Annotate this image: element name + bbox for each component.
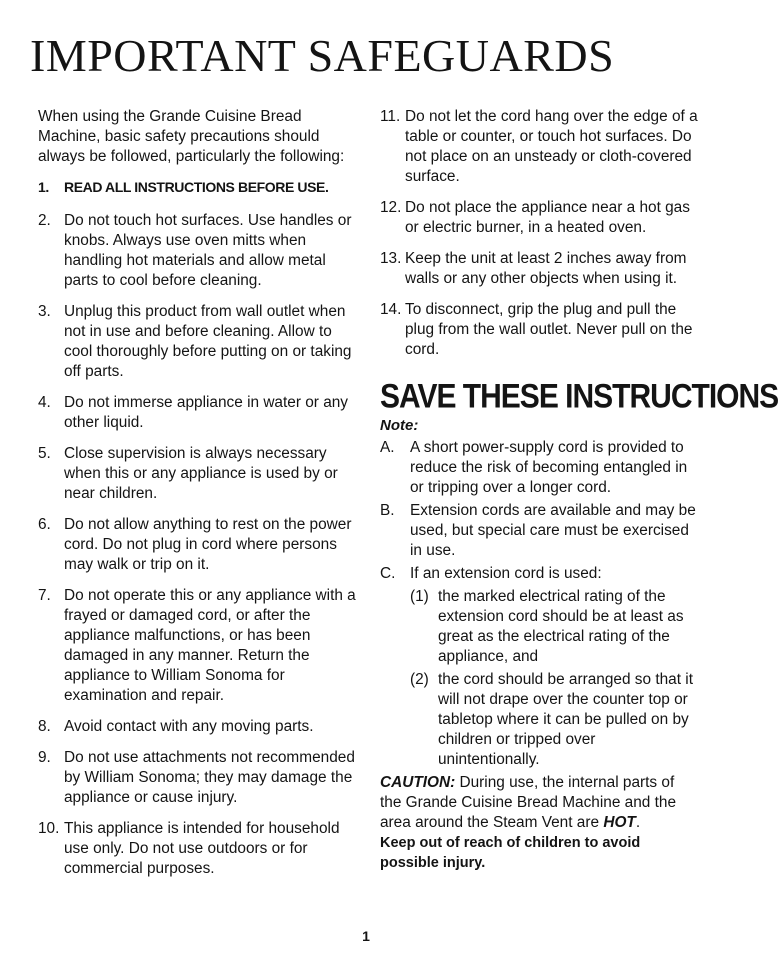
item-text: Do not let the cord hang over the edge of a table or counter, or touch hot surfaces. Do not place on an unsteady or cloth-covered surface. — [405, 108, 698, 185]
item-text: Avoid contact with any moving parts. — [64, 718, 314, 735]
item-number: 11. — [380, 108, 401, 125]
intro-paragraph: When using the Grande Cuisine Bread Machine, basic safety precautions should always be followed, particularly the following: — [38, 108, 345, 165]
note-item-b — [380, 501, 698, 561]
item-text: To disconnect, grip the plug and pull the plug from the wall outlet. Never pull on the cord. — [405, 301, 693, 358]
sub-note-text: the cord should be arranged so that it will not drape over the counter top or tabletop where it can be pulled on by children or tripped over unintentionally. — [438, 671, 693, 768]
item-number: 2. — [38, 212, 51, 229]
sub-note-text: the marked electrical rating of the extension cord should be at least as great as the electrical rating of the appliance, and — [438, 588, 684, 665]
item-number: 12. — [380, 199, 402, 216]
note-letter: B. — [380, 502, 395, 519]
item-number: 4. — [38, 394, 51, 411]
page-title: IMPORTANT SAFEGUARDS — [30, 30, 615, 81]
item-text: This appliance is intended for household use only. Do not use outdoors or for commercial purposes. — [64, 820, 340, 877]
safeguard-item-7 — [38, 586, 356, 706]
safeguard-item-13 — [380, 249, 698, 289]
item-text: Close supervision is always necessary when this or any appliance is used by or near children. — [64, 445, 338, 502]
item-number: 5. — [38, 445, 51, 462]
item-number: 14. — [380, 301, 402, 318]
hot-warning: HOT — [603, 814, 636, 831]
note-label: Note: — [380, 417, 419, 434]
safeguard-item-2 — [38, 211, 356, 291]
caution-label: CAUTION: — [380, 774, 456, 791]
safeguard-item-12 — [380, 198, 698, 238]
note-text: If an extension cord is used: — [410, 565, 602, 582]
note-item-c — [380, 564, 698, 584]
safeguard-item-8 — [38, 717, 356, 737]
item-text: Do not place the appliance near a hot gas or electric burner, in a heated oven. — [405, 199, 690, 236]
item-text: Do not immerse appliance in water or any other liquid. — [64, 394, 349, 431]
sub-note-2 — [380, 670, 698, 770]
right-column — [380, 107, 778, 873]
caution-text: During use, the internal parts of the Grande Cuisine Bread Machine and the area around the Steam Vent are — [380, 774, 677, 831]
safeguard-item-11 — [380, 107, 698, 187]
item-number: 6. — [38, 516, 51, 533]
item-number: 1. — [38, 179, 49, 195]
item-text: Do not use attachments not recommended by William Sonoma; they may damage the appliance or cause injury. — [64, 749, 355, 806]
item-number: 3. — [38, 303, 51, 320]
safeguard-item-10 — [38, 819, 356, 879]
item-number: 8. — [38, 718, 51, 735]
caution-end: . — [635, 814, 641, 831]
item-text: READ ALL INSTRUCTIONS BEFORE USE. — [64, 179, 329, 195]
safeguard-item-5 — [38, 444, 356, 504]
item-text: Do not touch hot surfaces. Use handles or knobs. Always use oven mitts when handling hot materials and allow metal parts to cool before cleaning. — [64, 212, 352, 289]
save-instructions-heading: SAVE THESE INSTRUCTIONS — [380, 377, 778, 416]
page-number: 1 — [362, 928, 370, 944]
sub-note-number: (1) — [410, 588, 429, 605]
item-text: Unplug this product from wall outlet when not in use and before cleaning. Allow to cool thoroughly before putting on or taking off parts. — [64, 303, 352, 380]
note-text: A short power-supply cord is provided to reduce the risk of becoming entangled in or tripping over a longer cord. — [410, 439, 688, 496]
keep-out-warning: Keep out of reach of children to avoid possible injury. — [380, 835, 641, 871]
note-text: Extension cords are available and may be used, but special care must be exercised in use. — [410, 502, 696, 559]
sub-note-1 — [380, 587, 698, 667]
item-text: Do not operate this or any appliance with a frayed or damaged cord, or after the appliance malfunctions, or has been damaged in any manner. Return the appliance to William Sonoma for examination and repair. — [64, 587, 356, 704]
item-text: Do not allow anything to rest on the power cord. Do not plug in cord where persons may walk or trip on it. — [64, 516, 352, 573]
sub-note-number: (2) — [410, 671, 429, 688]
item-text: Keep the unit at least 2 inches away from walls or any other objects when using it. — [405, 250, 687, 287]
safeguard-item-6 — [38, 515, 356, 575]
safeguard-item-9 — [38, 748, 356, 808]
item-number: 13. — [380, 250, 402, 267]
caution-paragraph — [380, 773, 698, 873]
safeguard-item-14 — [380, 300, 698, 360]
note-item-a — [380, 438, 698, 498]
item-number: 7. — [38, 587, 51, 604]
left-column — [38, 107, 356, 890]
item-number: 9. — [38, 749, 51, 766]
safeguard-item-1 — [38, 177, 356, 197]
item-number: 10. — [38, 820, 60, 837]
note-letter: C. — [380, 565, 396, 582]
safeguard-item-4 — [38, 393, 356, 433]
safeguard-item-3 — [38, 302, 356, 382]
note-letter: A. — [380, 439, 395, 456]
